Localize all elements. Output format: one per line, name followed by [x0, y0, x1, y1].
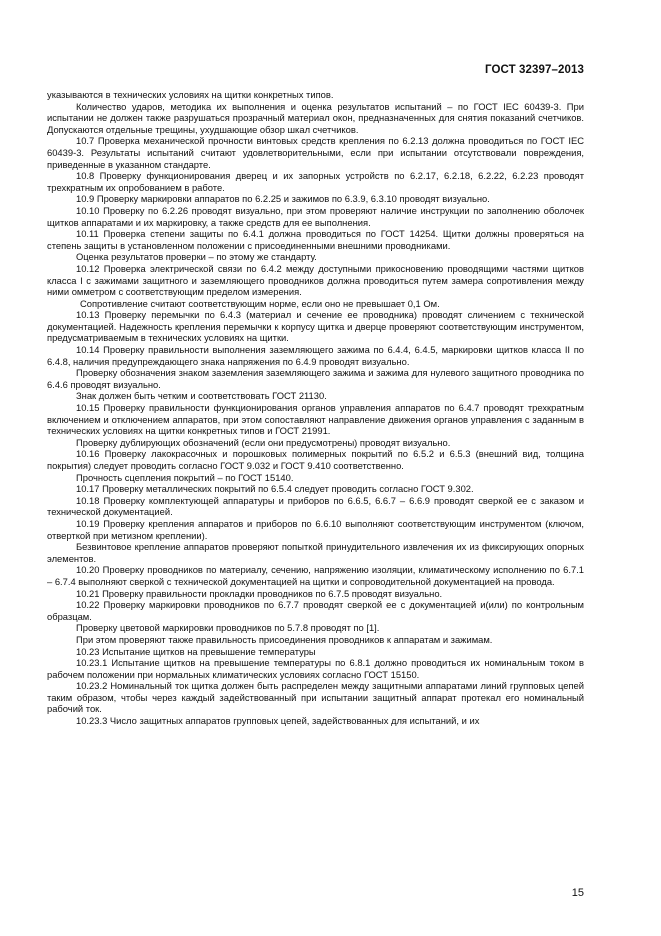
paragraph-10-17: 10.17 Проверку металлических покрытий по 6.5.4 следует проводить согласно ГОСТ 9.302. — [76, 483, 474, 495]
paragraph-10-23-1: 10.23.1 Испытание щитков на превышение температуры по 6.8.1 должно проводиться их номинальным током в рабочем положении при нормальных климатических условиях согласно ГОСТ 15150. — [47, 657, 584, 680]
paragraph: Знак должен быть четким и соответствовать ГОСТ 21130. — [76, 390, 327, 402]
paragraph-10-8: 10.8 Проверку функционирования дверец и их запорных устройств по 6.2.17, 6.2.18, 6.2.22, 6.2.23 проводят трехкратным их опробованием в работе. — [47, 170, 584, 193]
page-number: 15 — [571, 887, 584, 899]
paragraph: Проверку цветовой маркировки проводников по 5.7.8 проводят по [1]. — [76, 622, 380, 634]
paragraph-10-10: 10.10 Проверку по 6.2.26 проводят визуально, при этом проверяют наличие инструкции по заполнению оболочек щитков аппаратами и их маркировку, а также средств для ее выполнения. — [47, 204, 584, 228]
paragraph-10-22: 10.22 Проверку маркировки проводников по 6.7.7 проводят сверкой ее с документацией и(или) по контрольным образцам. — [47, 599, 584, 622]
paragraph: Проверку обозначения знаком заземления заземляющего зажима и зажима для нулевого защитного проводника по 6.4.6 проводят визуально. — [47, 367, 584, 390]
paragraph-10-13: 10.13 Проверку перемычки по 6.4.3 (материал и сечение ее проводника) проводят сличением с технической документацией. Надежность крепления перемычки к корпусу щитка и дверце проверяют соответствующим инструментом, предусматриваемым в технических условиях на щитки. — [47, 309, 584, 344]
paragraph: Оценка результатов проверки – по этому же стандарту. — [76, 251, 317, 263]
paragraph-10-23-3: 10.23.3 Число защитных аппаратов групповых цепей, задействованных для испытаний, и их — [76, 715, 480, 727]
paragraph-10-21: 10.21 Проверку правильности прокладки проводников по 6.7.5 проводят визуально. — [76, 587, 443, 599]
paragraph-10-23-2: 10.23.2 Номинальный ток щитка должен быть распределен между защитными аппаратами линий групповых цепей таким образом, чтобы через каждый задействованный при испытании защитный аппарат протекал его номинальный рабочий ток. — [47, 680, 584, 715]
paragraph-10-9: 10.9 Проверку маркировки аппаратов по 6.2.25 и зажимов по 6.3.9, 6.3.10 проводят визуально. — [76, 193, 490, 205]
paragraph-10-19: 10.19 Проверку крепления аппаратов и приборов по 6.6.10 выполняют соответствующим инструментом (ключом, отверткой при метизном креплении). — [47, 517, 584, 541]
paragraph: Прочность сцепления покрытий – по ГОСТ 15140. — [76, 471, 294, 483]
paragraph: Сопротивление считают соответствующим норме, если оно не превышает 0,1 Ом. — [80, 297, 440, 309]
paragraph-10-18: 10.18 Проверку комплектующей аппаратуры и приборов по 6.6.5, 6.6.7 – 6.6.9 проводят сверкой ее с заказом и технической документацией. — [47, 494, 584, 518]
paragraph-10-14: 10.14 Проверку правильности выполнения заземляющего зажима по 6.4.4, 6.4.5, маркировки щитков класса II по 6.4.8, наличия предупреждающего знака напряжения по 6.4.9 проводят визуально. — [47, 344, 584, 367]
paragraph-10-12: 10.12 Проверка электрической связи по 6.4.2 между доступными прикосновению проводящими частями щитков класса I с зажимами защитного и заземляющего проводников должна проводиться путем замера сопротивления между ними омметром с соответствующим пределом измерения. — [47, 262, 584, 298]
paragraph-10-11: 10.11 Проверка степени защиты по 6.4.1 должна проводиться по ГОСТ 14254. Щитки должны проверяться на степень защиты в установленном положении с присоединенными внешними проводниками. — [47, 228, 584, 251]
paragraph-10-15: 10.15 Проверку правильности функционирования органов управления аппаратов по 6.4.7 проводят трехкратным включением и отключением аппаратов, при этом сопоставляют направление движения органов управления с заданным в технических условиях на щитки конкретных типов и ГОСТ 21991. — [47, 402, 584, 437]
paragraph: Безвинтовое крепление аппаратов проверяют попыткой принудительного извлечения их из фиксирующих опорных элементов. — [47, 541, 584, 564]
paragraph-10-7: 10.7 Проверка механической прочности винтовых средств крепления по 6.2.13 должна проводиться по ГОСТ IEC 60439-3. Результаты испытаний считают удовлетворительными, если при испытании отсутствовали повреждения, приведенные в указанном стандарте. — [47, 135, 584, 170]
paragraph-10-20: 10.20 Проверку проводников по материалу, сечению, напряжению изоляции, климатическому исполнению по 6.7.1 – 6.7.4 выполняют сверкой с технической документацией на щитки и сопроводительной документацией на провода. — [47, 564, 584, 587]
section-heading-10-23: 10.23 Испытание щитков на превышение температуры — [76, 645, 316, 657]
document-body — [47, 89, 584, 727]
paragraph-10-16: 10.16 Проверку лакокрасочных и порошковых полимерных покрытий по 6.5.2 и 6.5.3 (внешний вид, толщина покрытия) следует проводить согласно ГОСТ 9.032 и ГОСТ 9.410 соответственно. — [47, 448, 584, 471]
paragraph: указываются в технических условиях на щитки конкретных типов. — [47, 89, 334, 100]
paragraph: Проверку дублирующих обозначений (если они предусмотрены) проводят визуально. — [76, 436, 451, 448]
standard-code-header: ГОСТ 32397–2013 — [484, 64, 584, 76]
paragraph: Количество ударов, методика их выполнения и оценка результатов испытаний – по ГОСТ IEC 60439-3. При испытании не должен также разрушаться прозрачный материал окон, предназначенных для снятия показаний счетчиков. Допускаются отдельные трещины, ухудшающие обзор шкал счетчиков. — [47, 100, 584, 135]
paragraph: При этом проверяют также правильность присоединения проводников к аппаратам и зажимам. — [76, 633, 493, 645]
